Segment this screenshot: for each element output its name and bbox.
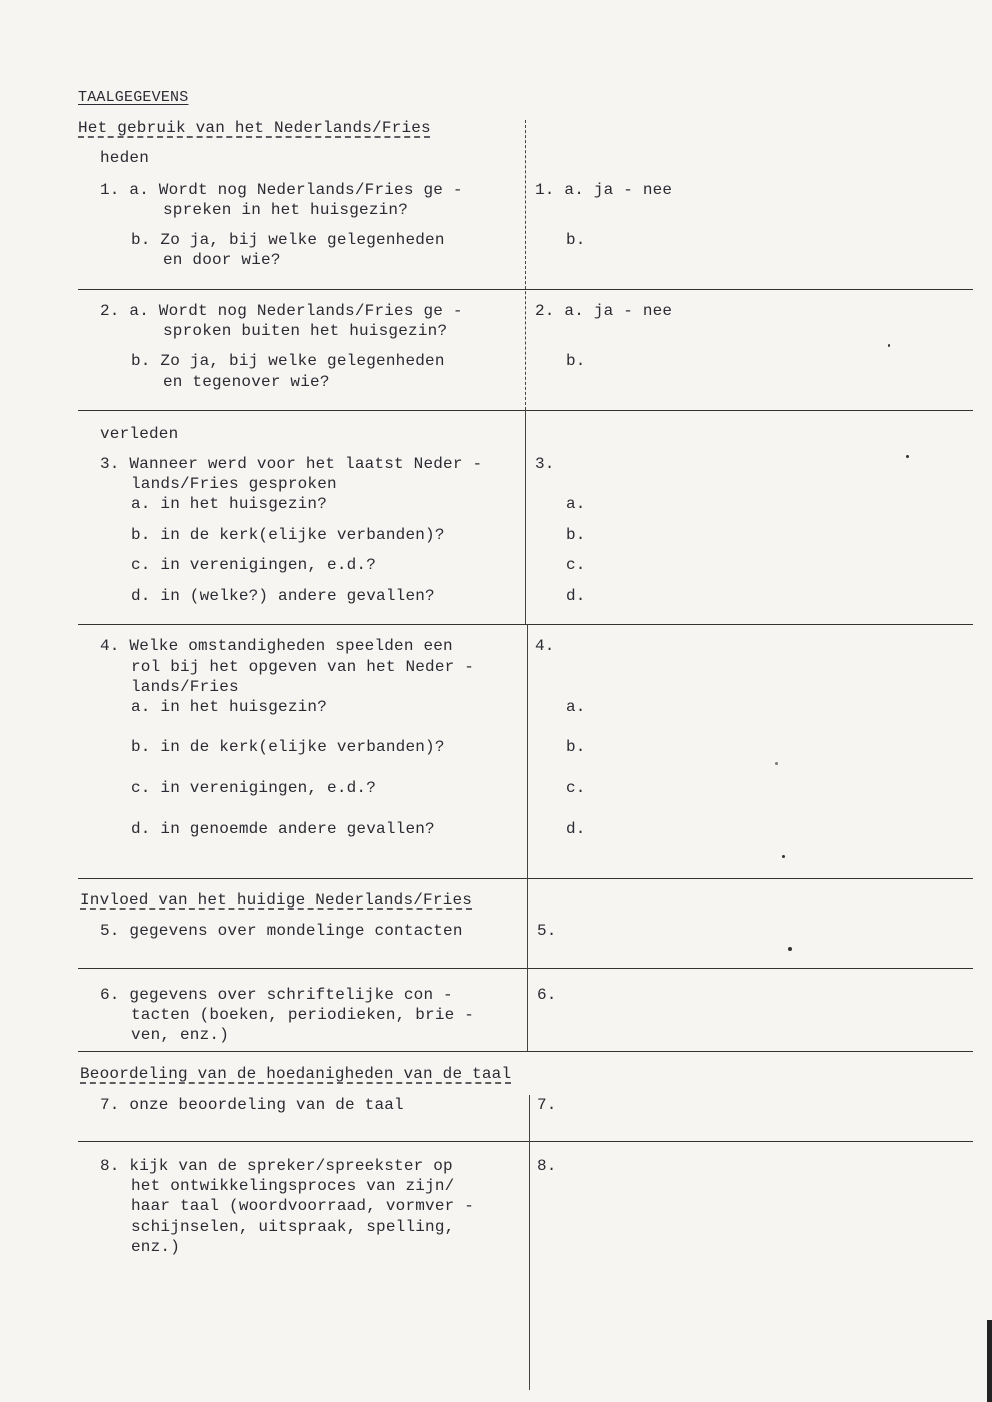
q1b-answer: b.	[566, 231, 586, 249]
q4-answer-c: c.	[566, 779, 586, 797]
q3-line1: 3. Wanneer werd voor het laatst Neder -	[100, 455, 483, 473]
scan-edge-shadow	[987, 1320, 992, 1402]
column-divider	[527, 624, 528, 878]
section-title-beoordeling: Beoordeling van de hoedanigheden van de taal	[80, 1065, 512, 1083]
q6-line3: ven, enz.)	[131, 1026, 230, 1044]
q7-answer: 7.	[537, 1096, 557, 1114]
q4-answer-a: a.	[566, 698, 586, 716]
q1b-line2: en door wie?	[163, 251, 281, 269]
q2b-line1: b. Zo ja, bij welke gelegenheden	[131, 352, 445, 370]
row-divider	[78, 878, 973, 879]
q4-line1: 4. Welke omstandigheden speelden een	[100, 637, 453, 655]
q8-line1: 8. kijk van de spreker/spreekster op	[100, 1157, 453, 1175]
q4-answer: 4.	[535, 637, 555, 655]
q1a-line2: spreken in het huisgezin?	[163, 201, 409, 219]
q3-c: c. in verenigingen, e.d.?	[131, 556, 377, 574]
q6-line1: 6. gegevens over schriftelijke con -	[100, 986, 453, 1004]
q8-answer: 8.	[537, 1157, 557, 1175]
q1a-line1: 1. a. Wordt nog Nederlands/Fries ge -	[100, 181, 463, 199]
q2a-line2: sproken buiten het huisgezin?	[163, 322, 448, 340]
q7-line1: 7. onze beoordeling van de taal	[100, 1096, 404, 1114]
ink-speck	[788, 947, 792, 951]
q4-a: a. in het huisgezin?	[131, 698, 328, 716]
q3-a: a. in het huisgezin?	[131, 495, 328, 513]
column-divider	[525, 410, 526, 624]
q3-line2: lands/Fries gesproken	[131, 475, 337, 493]
q3-d: d. in (welke?) andere gevallen?	[131, 587, 435, 605]
q8-line2: het ontwikkelingsproces van zijn/	[131, 1177, 455, 1195]
q5-line1: 5. gegevens over mondelinge contacten	[100, 922, 463, 940]
column-divider	[529, 1095, 530, 1390]
q8-line3: haar taal (woordvoorraad, vormver -	[131, 1197, 475, 1215]
subsection-heden: heden	[100, 149, 150, 167]
ink-speck	[775, 762, 778, 765]
q4-b: b. in de kerk(elijke verbanden)?	[131, 738, 445, 756]
q1b-line1: b. Zo ja, bij welke gelegenheden	[131, 231, 445, 249]
section-title-invloed: Invloed van het huidige Nederlands/Fries	[80, 891, 473, 909]
q4-answer-d: d.	[566, 820, 586, 838]
q6-line2: tacten (boeken, periodieken, brie -	[131, 1006, 475, 1024]
q2a-answer: 2. a. ja - nee	[535, 302, 673, 320]
ink-speck	[906, 455, 909, 458]
subsection-verleden: verleden	[100, 425, 179, 443]
q4-c: c. in verenigingen, e.d.?	[131, 779, 377, 797]
column-divider	[525, 120, 526, 410]
row-divider	[78, 968, 973, 969]
q4-line2: rol bij het opgeven van het Neder -	[131, 658, 475, 676]
row-divider	[78, 1141, 973, 1142]
q4-d: d. in genoemde andere gevallen?	[131, 820, 435, 838]
row-divider	[78, 624, 973, 625]
q6-answer: 6.	[537, 986, 557, 1004]
q2a-line1: 2. a. Wordt nog Nederlands/Fries ge -	[100, 302, 463, 320]
q2b-answer: b.	[566, 352, 586, 370]
page-heading: TAALGEGEVENS	[78, 89, 189, 106]
ink-speck	[782, 855, 785, 858]
q4-line3: lands/Fries	[131, 678, 239, 696]
column-divider	[527, 878, 528, 1051]
q3-answer-a: a.	[566, 495, 586, 513]
q3-b: b. in de kerk(elijke verbanden)?	[131, 526, 445, 544]
q5-answer: 5.	[537, 922, 557, 940]
ink-speck	[888, 344, 890, 347]
section-title-gebruik: Het gebruik van het Nederlands/Fries	[78, 119, 431, 137]
q3-answer: 3.	[535, 455, 555, 473]
q3-answer-d: d.	[566, 587, 586, 605]
q8-line5: enz.)	[131, 1238, 181, 1256]
q3-answer-c: c.	[566, 556, 586, 574]
q8-line4: schijnselen, uitspraak, spelling,	[131, 1218, 455, 1236]
q2b-line2: en tegenover wie?	[163, 373, 330, 391]
row-divider	[78, 1051, 973, 1052]
q3-answer-b: b.	[566, 526, 586, 544]
q4-answer-b: b.	[566, 738, 586, 756]
q1a-answer: 1. a. ja - nee	[535, 181, 673, 199]
